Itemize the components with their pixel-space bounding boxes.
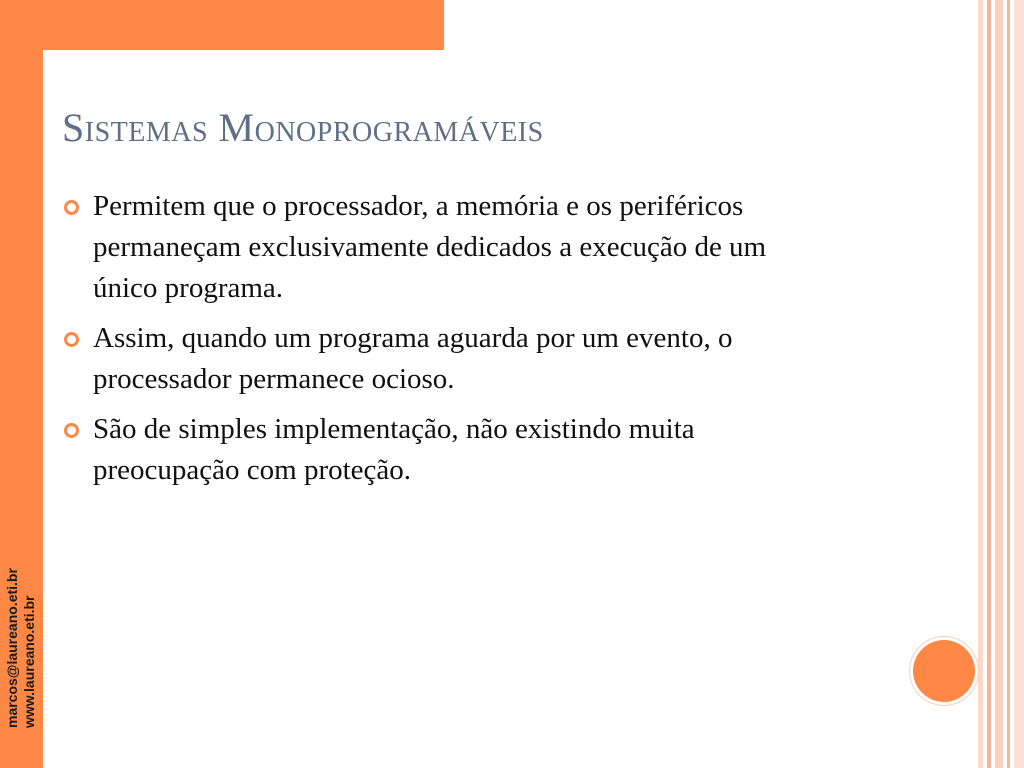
top-accent-bar <box>43 0 444 50</box>
bullet-list <box>62 186 822 500</box>
stripe <box>1014 0 1024 768</box>
stripe <box>995 0 1003 768</box>
bullet-text: Permitem que o processador, a memória e os periféricos permaneçam exclusivamente dedicados a execução de um único programa. <box>93 190 767 304</box>
bullet-item <box>62 409 822 491</box>
footer-contact <box>0 0 43 768</box>
orange-ring-bullet-icon <box>64 200 79 215</box>
footer-contact-rotated <box>4 568 38 728</box>
orange-ring-bullet-icon <box>64 332 79 347</box>
orange-circle-icon <box>913 640 975 702</box>
right-decorative-stripes <box>978 0 1024 768</box>
bullet-item <box>62 186 822 309</box>
footer-email: marcos@laureano.eti.br <box>4 568 20 728</box>
stripe <box>978 0 983 768</box>
bullet-text: São de simples implementação, não existindo muita preocupação com proteção. <box>93 413 695 486</box>
stripe <box>1007 0 1010 768</box>
stripe <box>987 0 991 768</box>
orange-ring-bullet-icon <box>64 423 79 438</box>
bullet-item <box>62 318 822 400</box>
slide-title: Sistemas Monoprogramáveis <box>62 105 544 150</box>
footer-website: www.laureano.eti.br <box>21 595 37 728</box>
bullet-text: Assim, quando um programa aguarda por um evento, o processador permanece ocioso. <box>93 322 733 395</box>
